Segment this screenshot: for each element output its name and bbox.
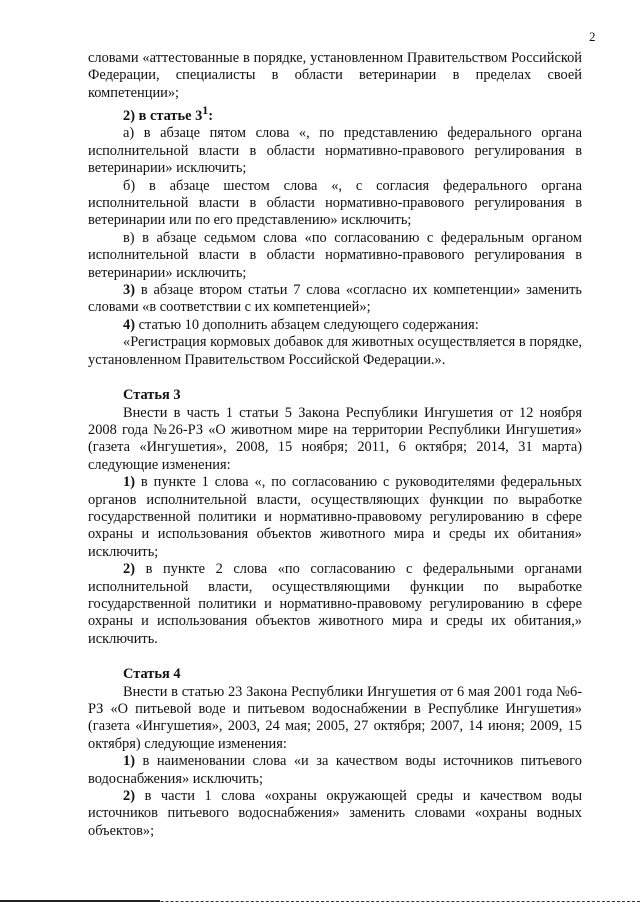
paragraph-article-4-item-1 xyxy=(88,753,582,788)
page-number: 2 xyxy=(589,29,596,44)
item-label xyxy=(123,103,214,125)
paragraph-text: б) в абзаце шестом слова «, с согласия федерального органа исполнительной власти в области нормативно-правового регулирования в ветеринарии или по его представлению» исключить; xyxy=(88,177,582,229)
paragraph-text: в) в абзаце седьмом слова «по согласованию с федеральным органом исполнительной власти в области нормативно-правового регулирования в ветеринарии» исключить; xyxy=(88,229,582,281)
paragraph-text: Внести в часть 1 статьи 5 Закона Республики Ингушетия от 12 ноября 2008 года №26-РЗ «О животном мире на территории Республики Ингушетия» (газета «Ингушетия», 2008, 15 ноября; 2011, 6 октября; 2014, 31 марта) следующие изменения: xyxy=(88,404,582,473)
item-label: 2) xyxy=(123,561,135,578)
paragraph-text: словами «аттестованные в порядке, установленном Правительством Российской Федерации, специалисты в области ветеринарии в пределах своей компетенции»; xyxy=(88,50,582,101)
paragraph-quote xyxy=(88,334,582,369)
paragraph-article-4-item-2 xyxy=(88,788,582,840)
item-label-text: 2) в статье 3 xyxy=(123,108,203,125)
paragraph-text: а) в абзаце пятом слова «, по представлению федерального органа исполнительной власти в области нормативно-правового регулирования в ветеринарии» исключить; xyxy=(88,125,582,177)
item-label: 4) xyxy=(123,316,135,333)
item-label: 1) xyxy=(123,474,135,491)
paragraph-text: «Регистрация кормовых добавок для животных осуществляется в порядке, установленном Правительством Российской Федерации.». xyxy=(88,334,582,368)
paragraph-text: Внести в статью 23 Закона Республики Ингушетия от 6 мая 2001 года №6-РЗ «О питьевой воде и питьевом водоснабжении в Республике Ингушетия» (газета «Ингушетия», 2003, 24 мая; 2005, 27 октября; 2007, 14 июня; 2009, 15 октября) следующие изменения: xyxy=(88,683,582,752)
paragraph-continuation xyxy=(88,50,582,102)
item-label-superscript: 1 xyxy=(202,103,209,118)
item-label-colon: : xyxy=(208,108,214,125)
paragraph-text: в части 1 слова «охраны окружающей среды и качеством воды источников питьевого водоснабжения» заменить словами «охраны водных объектов»; xyxy=(88,788,582,839)
paragraph-subitem-a xyxy=(88,125,582,177)
article-heading-4: Статья 4 xyxy=(123,666,181,683)
paragraph-article-4-intro xyxy=(88,684,582,754)
paragraph-subitem-b xyxy=(88,178,582,230)
paragraph-item-3 xyxy=(88,282,582,317)
paragraph-text: в пункте 2 слова «по согласованию с федеральными органами исполнительной власти, осуществляющими функции по выработке государственной политики и нормативно-правовому регулированию в сфере охраны и использования объектов животного мира и среды их обитания,» исключить. xyxy=(88,561,582,647)
paragraph-text: в абзаце втором статьи 7 слова «согласно их компетенции» заменить словами «в соответствии с их компетенцией»; xyxy=(88,282,582,316)
item-label: 2) xyxy=(123,788,135,805)
paragraph-text: статью 10 дополнить абзацем следующего содержания: xyxy=(135,316,479,333)
paragraph-subitem-v xyxy=(88,230,582,282)
paragraph-text: в пункте 1 слова «, по согласованию с руководителями федеральных органов исполнительной власти, осуществляющих функции по выработке государственной политики и нормативно-правовому регулированию в сфере охраны и использования объектов животного мира и среды их обитания» исключить; xyxy=(88,474,582,560)
scan-edge-line-solid xyxy=(0,900,160,902)
paragraph-text: в наименовании слова «и за качеством воды источников питьевого водоснабжения» исключить; xyxy=(88,753,582,787)
paragraph-item-4 xyxy=(88,317,582,334)
paragraph-article-3-item-2 xyxy=(88,561,582,648)
item-label: 1) xyxy=(123,753,135,770)
article-heading-3: Статья 3 xyxy=(123,387,181,404)
document-body xyxy=(88,50,582,840)
paragraph-article-3-intro xyxy=(88,405,582,475)
paragraph-item-2 xyxy=(88,102,582,125)
item-label: 3) xyxy=(123,282,135,299)
paragraph-article-3-item-1 xyxy=(88,474,582,561)
